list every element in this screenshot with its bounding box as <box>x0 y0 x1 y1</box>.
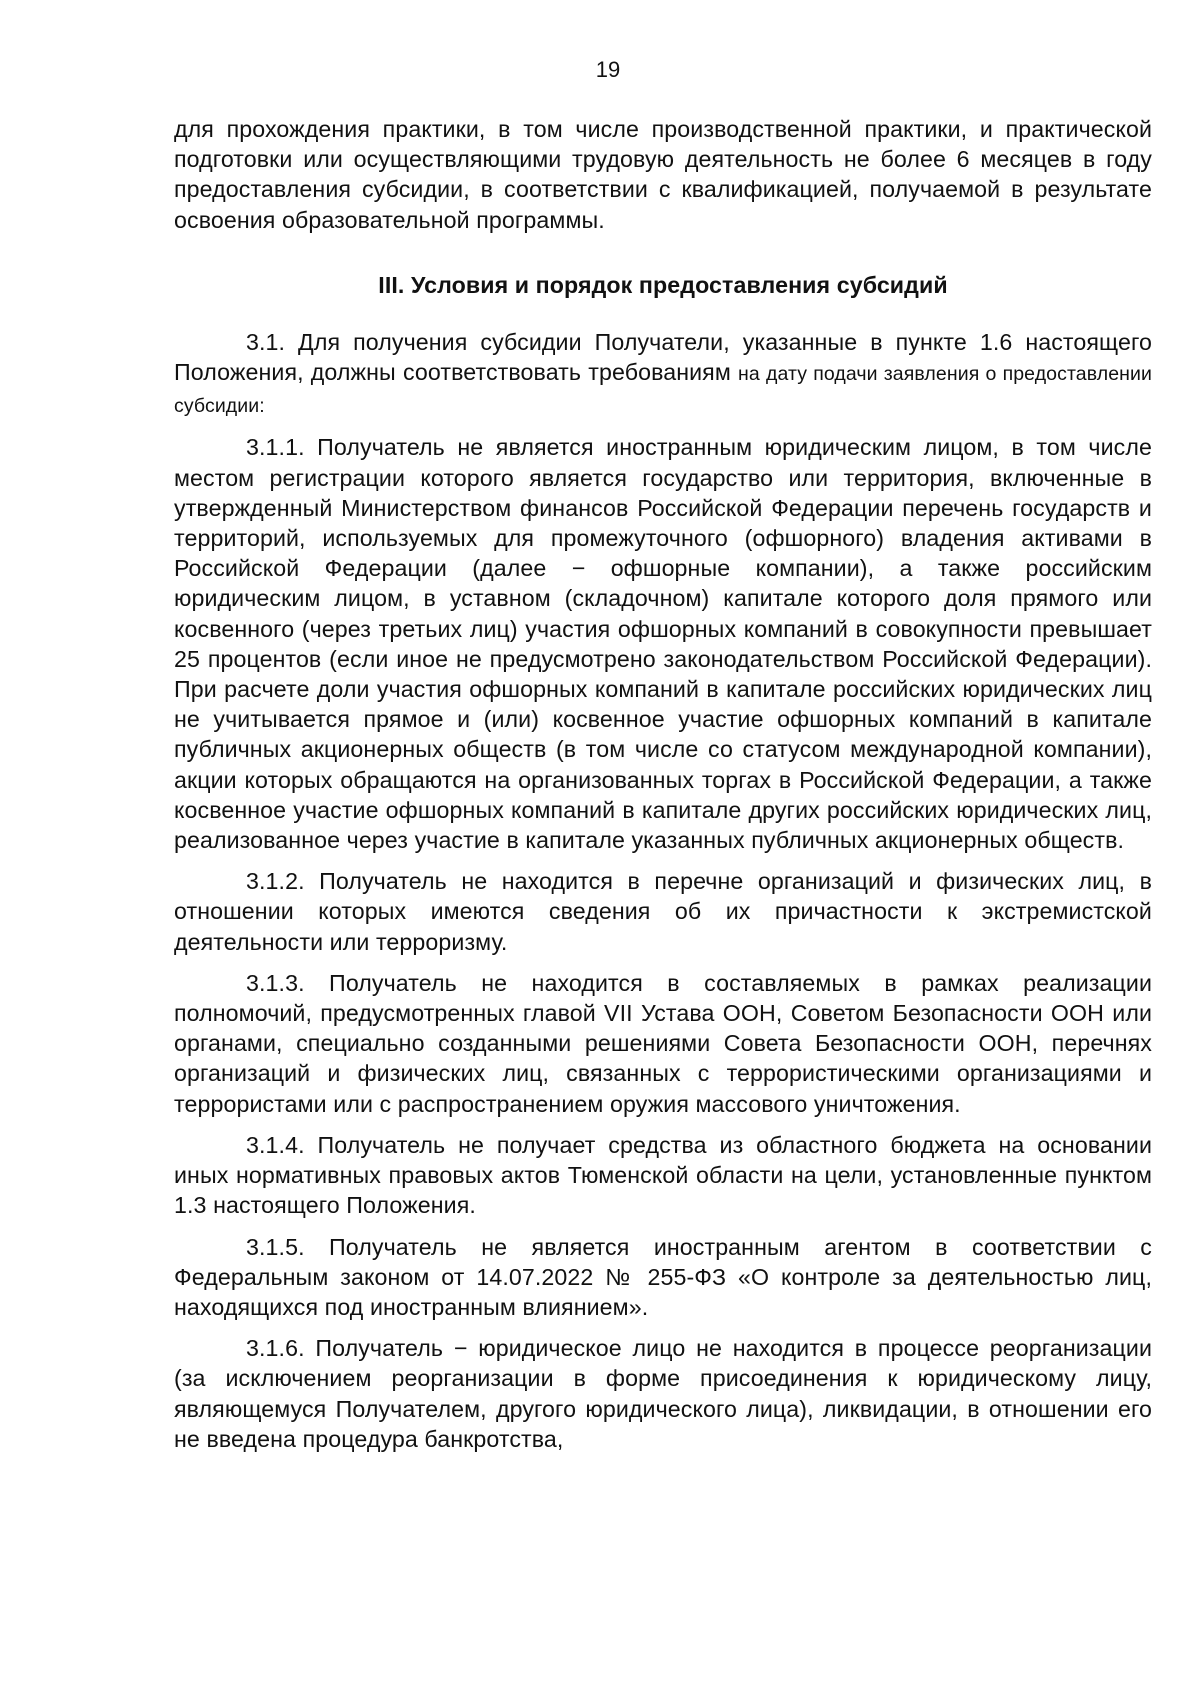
paragraph-3-1 <box>174 327 1152 422</box>
intro-paragraph: для прохождения практики, в том числе производственной практики, и практической подготовки или осуществляющими трудовую деятельность не более 6 месяцев в году предоставления субсидии, в соответствии с квалификацией, получаемой в результате освоения образовательной программы. <box>174 116 1152 233</box>
paragraph-3-1-small: на дату подачи заявления о предоставлении субсидии: <box>174 363 1153 418</box>
paragraph-3-1-main: 3.1. Для получения субсидии Получатели, указанные в пункте 1.6 настоящего Положения, должны соответствовать требованиям <box>174 328 1152 386</box>
page-number: 19 <box>595 57 621 82</box>
section-heading: III. Условия и порядок предоставления субсидий <box>378 271 948 298</box>
paragraph-3-1-4: 3.1.4. Получатель не получает средства из областного бюджета на основании иных нормативных правовых актов Тюменской области на цели, установленные пунктом 1.3 настоящего Положения. <box>174 1131 1152 1219</box>
paragraph-3-1-2: 3.1.2. Получатель не находится в перечне организаций и физических лиц, в отношении которых имеются сведения об их причастности к экстремистской деятельности или терроризму. <box>174 868 1152 955</box>
paragraph-3-1-1: 3.1.1. Получатель не является иностранным юридическим лицом, в том числе местом регистрации которого является государство или территория, включенные в утвержденный Министерством финансов Российской Федерации перечень государств и территорий, используемых для промежуточного (офшорного) владения активами в Российской Федерации (далее − офшорные компании), а также российским юридическим лицом, в уставном (складочном) капитале которого доля прямого или косвенного (через третьих лиц) участия офшорных компаний в совокупности превышает 25 процентов (если иное не предусмотрено законодательством Российской Федерации). При расчете доли участия офшорных компаний в капитале российских юридических лиц не учитывается прямое и (или) косвенное участие офшорных компаний в капитале публичных акционерных обществ (в том числе со статусом международной компании), акции которых обращаются на организованных торгах в Российской Федерации, а также косвенное участие офшорных компаний в капитале других российских юридических лиц, реализованное через участие в капитале указанных публичных акционерных обществ. <box>174 434 1152 854</box>
paragraph-3-1-3: 3.1.3. Получатель не находится в составляемых в рамках реализации полномочий, предусмотренных главой VII Устава ООН, Советом Безопасности ООН или органами, специально созданными решениями Совета Безопасности ООН, перечнях организаций и физических лиц, связанных с террористическими организациями и террористами или с распространением оружия массового уничтожения. <box>174 969 1152 1117</box>
document-body <box>174 114 1152 1454</box>
paragraph-3-1-6: 3.1.6. Получатель − юридическое лицо не находится в процессе реорганизации (за исключением реорганизации в форме присоединения к юридическому лицу, являющемуся Получателем, другого юридического лица), ликвидации, в отношении его не введена процедура банкротства, <box>174 1335 1152 1452</box>
paragraph-3-1-5: 3.1.5. Получатель не является иностранным агентом в соответствии с Федеральным законом от 14.07.2022 № 255-ФЗ «О контроле за деятельностью лиц, находящихся под иностранным влиянием». <box>174 1233 1152 1320</box>
